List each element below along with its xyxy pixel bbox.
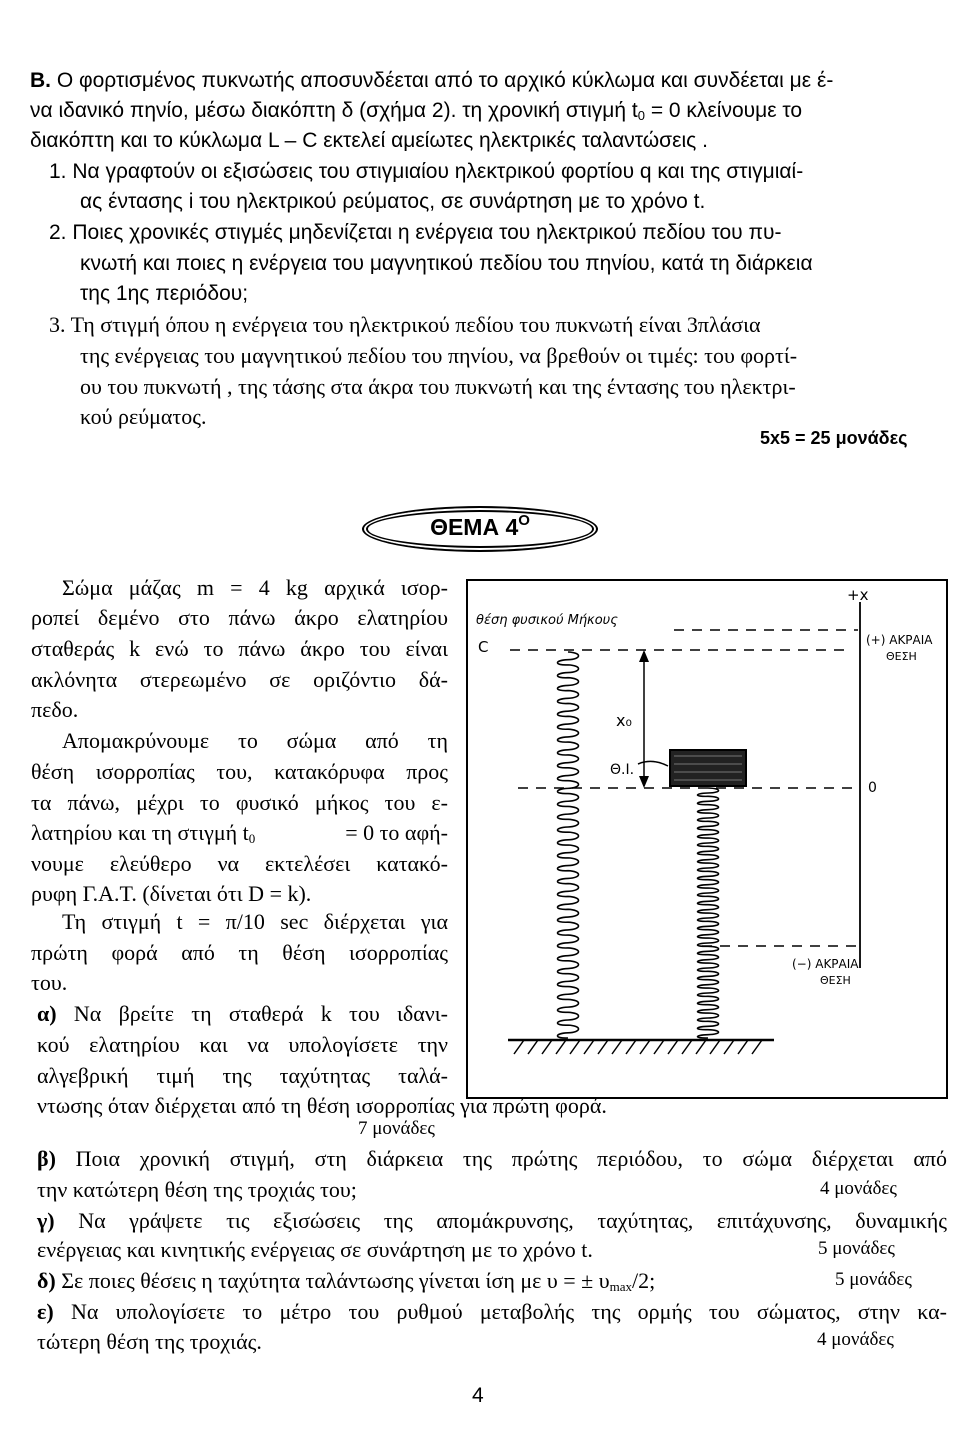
- question-e-line-1: ε) Να υπολογίσετε το μέτρο του ρυθμού μεταβολής της ορμής του σώματος, στην κα-: [37, 1299, 947, 1324]
- origin-label: 0: [868, 780, 877, 796]
- question-a-line-4: ντωσης όταν διέρχεται από τη θέση ισορροπίας για πρώτη φορά.: [37, 1093, 607, 1118]
- question-a-line-3: αλγεβρική τιμή της ταχύτητας ταλά-: [37, 1063, 448, 1088]
- mass-block: [670, 750, 746, 786]
- intro-line-1: Σώμα μάζας m = 4 kg αρχικά ισορ-: [62, 575, 448, 600]
- intro-line-9: λατηρίου και τη στιγμή $t_0$ = 0 το αφή-: [31, 820, 448, 846]
- question-a-line-1: α) Να βρείτε τη σταθερά k του ιδανι-: [37, 1001, 448, 1026]
- intro-line-2: ροπεί δεμένο στο πάνω άκρο ελατηρίου: [31, 605, 448, 630]
- intro-line-10: νουμε ελεύθερο να εκτελέσει κατακό-: [31, 851, 448, 876]
- question-b-line-2: την κατώτερη θέση της τροχιάς του;: [37, 1177, 357, 1202]
- part-b-marks: 5x5 = 25 μονάδες: [760, 428, 908, 448]
- plus-x-label: +x: [847, 586, 869, 604]
- intro-line-12: Τη στιγμή t = π/10 sec διέρχεται για: [62, 909, 448, 934]
- intro-line-4: ακλόνητα στερεωμένο σε οριζόντιο δά-: [31, 667, 448, 692]
- positive-extreme-label: (+) ΑΚΡΑΙΑ: [866, 633, 933, 647]
- intro-line-7: θέση ισορροπίας του, κατακόρυφα προς: [31, 759, 448, 784]
- intro-line-3: σταθεράς k ενώ το πάνω άκρο του είναι: [31, 636, 448, 661]
- intro-line-5: πεδο.: [31, 697, 79, 722]
- part-b-q2-line-1: 2. Ποιες χρονικές στιγμές μηδενίζεται η ενέργεια του ηλεκτρικού πεδίου του πυ-: [49, 221, 782, 244]
- part-b-q3-line-1: 3. Τη στιγμή όπου η ενέργεια του ηλεκτρικού πεδίου του πυκνωτή είναι 3πλάσια: [49, 312, 761, 337]
- question-d-marks: 5 μονάδες: [835, 1269, 912, 1290]
- spring-natural: [558, 652, 579, 1038]
- part-b-q3-line-3: ου του πυκνωτή , της τάσης στα άκρα του πυκνωτή και της έντασης του ηλεκτρι-: [80, 374, 796, 399]
- ground-hatch: [514, 1040, 762, 1054]
- figure-frame: [467, 580, 947, 1098]
- theme-title: ΘΕΜΑ $4^O$: [430, 512, 530, 540]
- question-c-marks: 5 μονάδες: [818, 1238, 895, 1259]
- question-c-line-2: ενέργειας και κινητικής ενέργειας σε συνάρτηση με το χρόνο t.: [37, 1237, 593, 1262]
- x0-label: x₀: [616, 711, 632, 730]
- part-b-line-3: διακόπτη και το κύκλωμα L – C εκτελεί αμείωτες ηλεκτρικές ταλαντώσεις .: [30, 129, 708, 152]
- question-e-line-2: τώτερη θέση της τροχιάς.: [37, 1329, 262, 1354]
- part-b-label: Β.: [30, 69, 51, 92]
- negative-extreme-label: (−) ΑΚΡΑΙΑ: [792, 957, 859, 971]
- positive-extreme-label-2: ΘΕΣΗ: [886, 650, 917, 663]
- part-b-line-1: Β. Ο φορτισμένος πυκνωτής αποσυνδέεται από το αρχικό κύκλωμα και συνδέεται με έ-: [30, 69, 834, 92]
- question-d-label: δ): [37, 1268, 56, 1293]
- page-number: 4: [472, 1384, 484, 1407]
- question-d-line-1: δ) Σε ποιες θέσεις η ταχύτητα ταλάντωσης γίνεται ίση με υ = ± $\upsilon_{max}/2$;: [37, 1268, 656, 1294]
- question-b-line-1: β) Ποια χρονική στιγμή, στη διάρκεια της πρώτης περιόδου, το σώμα διέρχεται από: [37, 1146, 947, 1171]
- question-a-line-2: κού ελατηρίου και να υπολογίσετε την: [37, 1032, 448, 1057]
- part-b-q1-line-1: 1. Να γραφτούν οι εξισώσεις του στιγμιαίου ηλεκτρικού φορτίου q και της στιγμιαί-: [49, 160, 804, 183]
- intro-line-6: Απομακρύνουμε το σώμα από τη: [62, 728, 448, 753]
- spring-with-mass: [698, 788, 719, 1038]
- intro-line-13: πρώτη φορά από τη θέση ισορροπίας: [31, 940, 448, 965]
- part-b-line-2: να ιδανικό πηνίο, μέσω διακόπτη δ (σχήμα 2). τη χρονική στιγμή $t_0 = 0$ κλείνουμε το: [30, 99, 803, 123]
- question-c-label: γ): [37, 1208, 55, 1233]
- question-a-label: α): [37, 1001, 57, 1026]
- spring-figure: [462, 578, 952, 1100]
- question-c-line-1: γ) Να γράψετε τις εξισώσεις της απομάκρυνσης, ταχύτητας, επιτάχυνσης, δυναμικής: [37, 1208, 947, 1233]
- part-b-q2-line-3: της 1ης περιόδου;: [80, 282, 249, 305]
- intro-line-11: ρυφη Γ.Α.Τ. (δίνεται ότι D = k).: [31, 881, 312, 906]
- part-b-q3-line-2: της ενέργειας του μαγνητικού πεδίου του πηνίου, να βρεθούν οι τιμές: του φορτί-: [80, 343, 798, 368]
- question-b-marks: 4 μονάδες: [820, 1178, 897, 1199]
- question-e-marks: 4 μονάδες: [817, 1329, 894, 1350]
- part-b-q2-line-2: κνωτή και ποιες η ενέργεια του μαγνητικού πεδίου του πηνίου, κατά τη διάρκεια: [80, 252, 813, 275]
- intro-line-8: τα πάνω, μέχρι το φυσικό μήκος του ε-: [31, 790, 448, 815]
- question-b-label: β): [37, 1146, 56, 1171]
- negative-extreme-label-2: ΘΕΣΗ: [820, 974, 851, 987]
- question-e-label: ε): [37, 1299, 54, 1324]
- intro-line-14: του.: [31, 970, 68, 995]
- natural-length-label: θέση φυσικού Μήκους: [476, 613, 618, 628]
- equilibrium-label: Θ.Ι.: [610, 762, 635, 778]
- part-b-q3-line-4: κού ρεύματος.: [80, 404, 207, 429]
- question-a-marks: 7 μονάδες: [358, 1118, 435, 1139]
- part-b-q1-line-2: ας έντασης i του ηλεκτρικού ρεύματος, σε συνάρτηση με το χρόνο t.: [80, 190, 706, 213]
- natural-length-c: C: [478, 638, 489, 656]
